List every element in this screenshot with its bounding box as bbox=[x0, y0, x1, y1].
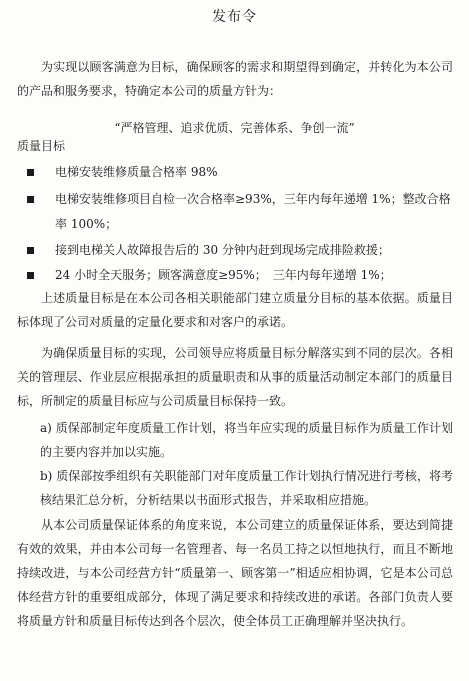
square-bullet-icon bbox=[27, 169, 34, 176]
document-title: 发布令 bbox=[212, 9, 257, 25]
item-b-paragraph: b) 质保部按季组织有关职能部门对年度质量工作计划执行情况进行考核，将考核结果汇总分析，分析结果以书面形式报告，并采取相应措施。 bbox=[40, 469, 453, 507]
goal-item bbox=[27, 238, 453, 263]
goal-item-text: 接到电梯关人故障报告后的 30 分钟内赶到现场完成排险救援； bbox=[55, 243, 390, 257]
basis-paragraph: 上述质量目标是在本公司各相关职能部门建立质量分目标的基本依据。质量目标体现了公司对质量的定量化要求和对客户的承诺。 bbox=[17, 291, 453, 329]
system-paragraph: 从本公司质量保证体系的角度来说，本公司建立的质量保证体系，要达到简捷有效的效果，并由本公司每一名管理者、每一名员工持之以恒地执行，而且不断地持续改进，与本公司经营方针“质量第一、顾客第一”相适应相协调，它是本公司总体经营方针的重要组成部分，体现了满足要求和持续改进的承诺。各部门负责人要将质量方针和质量目标传达到各个层次，使全体员工正确理解并坚决执行。 bbox=[17, 518, 453, 628]
square-bullet-icon bbox=[27, 247, 34, 254]
goal-item bbox=[27, 160, 453, 185]
goal-item-text: 电梯安装维修项目自检一次合格率≥93%，三年内每年递增 1%；整改合格率 100%； bbox=[55, 192, 451, 231]
goal-item-text: 24 小时全天服务；顾客满意度≥95%； 三年内每年递增 1%； bbox=[55, 268, 392, 282]
levels-paragraph: 为确保质量目标的实现，公司领导应将质量目标分解落实到不同的层次。各相关的管理层、作业层应根据承担的质量职责和从事的质量活动制定本部门的质量目标，所制定的质量目标应与公司质量目标保持一致。 bbox=[17, 346, 453, 408]
square-bullet-icon bbox=[27, 272, 34, 279]
quality-goals-heading: 质量目标 bbox=[17, 139, 66, 153]
quality-policy-slogan: “严格管理、追求优质、完善体系、争创一流” bbox=[114, 121, 355, 135]
goal-item bbox=[27, 263, 453, 288]
goal-item bbox=[27, 187, 453, 237]
goal-item-text: 电梯安装维修质量合格率 98% bbox=[55, 165, 218, 179]
item-a-paragraph: a) 质保部制定年度质量工作计划，将当年应实现的质量目标作为质量工作计划的主要内容并加以实施。 bbox=[40, 421, 453, 459]
square-bullet-icon bbox=[27, 196, 34, 203]
intro-paragraph: 为实现以顾客满意为目标，确保顾客的需求和期望得到确定，并转化为本公司的产品和服务要求，特确定本公司的质量方针为： bbox=[17, 60, 453, 98]
